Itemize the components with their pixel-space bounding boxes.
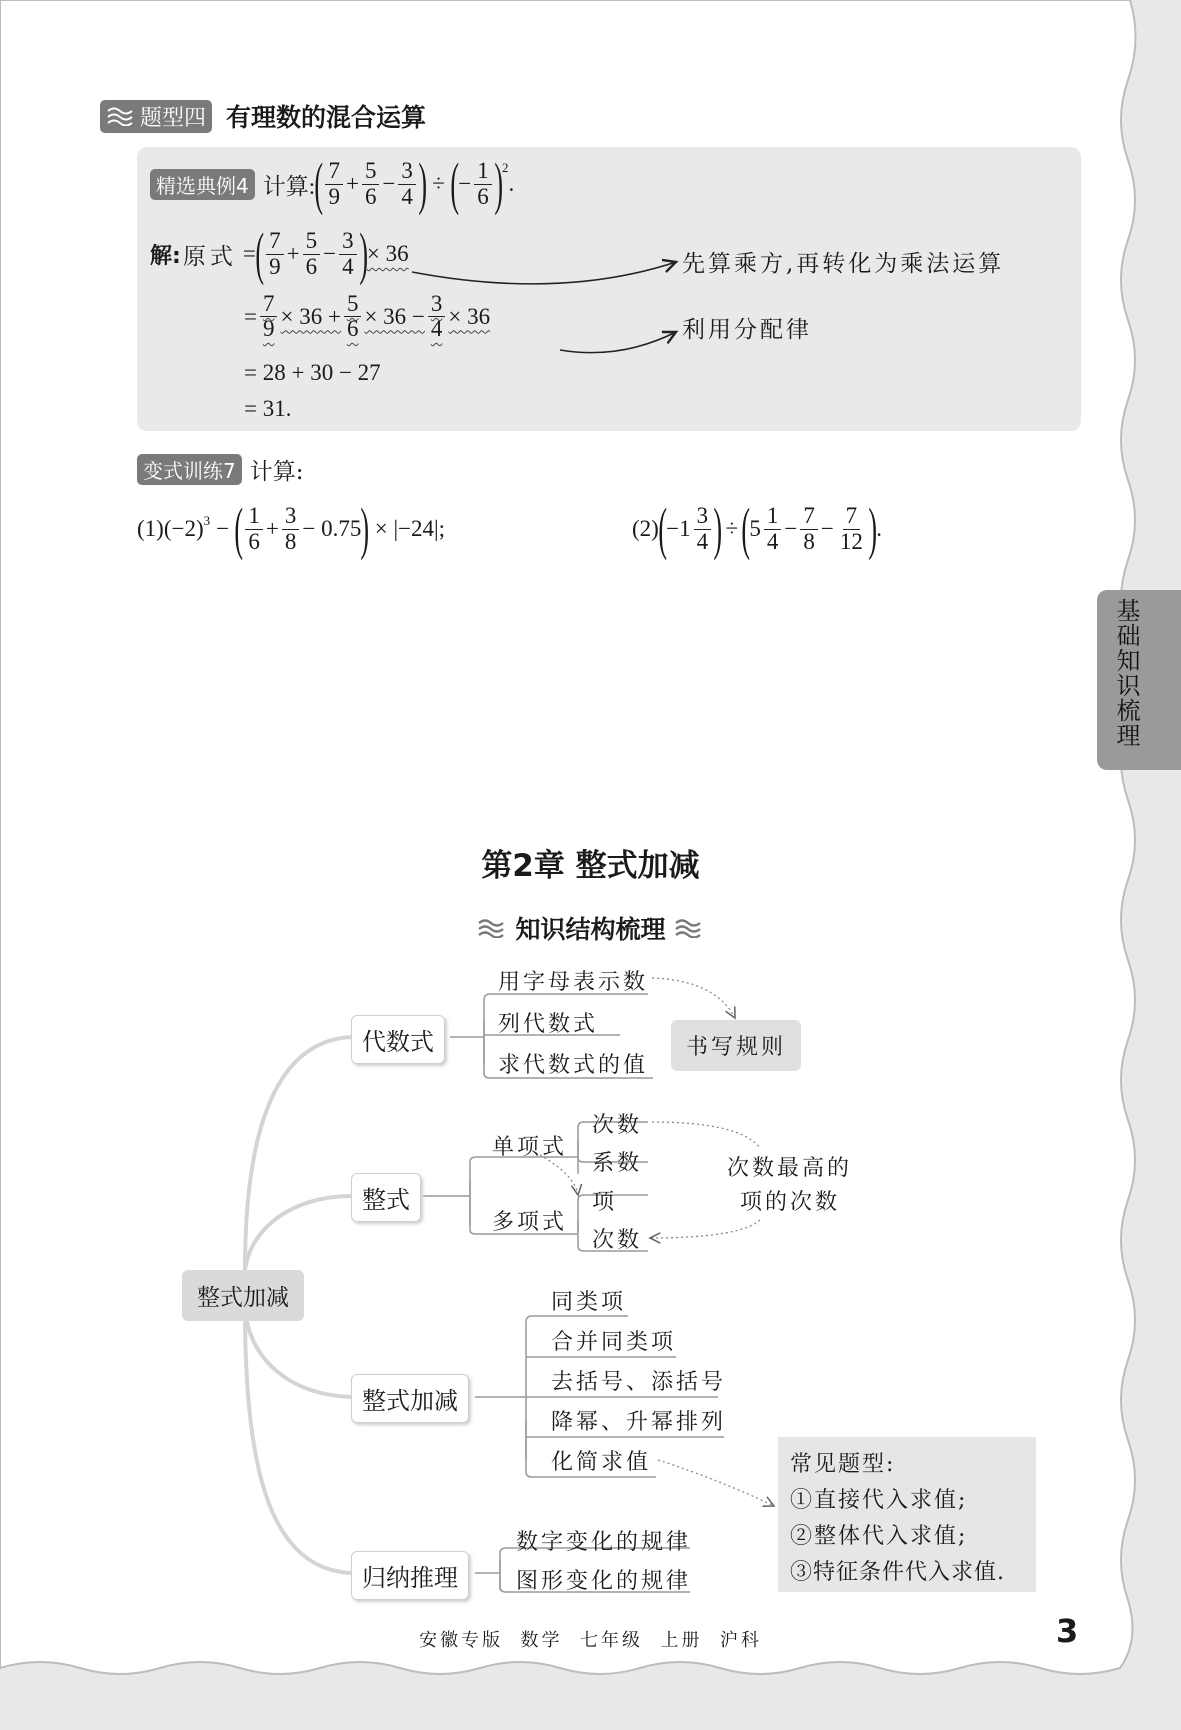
solution-line-1: 解: 原式 = ( $\frac{7}{9}$ + $\frac{5}{6}$ − $\frac{3}{4}$ ) × 36 — [150, 221, 409, 286]
p1-label: (1)(−2) — [137, 516, 204, 542]
note-writing-rules: 书写规则 — [671, 1020, 801, 1071]
leaf-write-expression: 列代数式 — [498, 1012, 599, 1037]
mindmap-root: 整式加减 — [182, 1270, 304, 1321]
practice-prompt: 计算: — [249, 459, 304, 485]
solution-label: 解: — [150, 243, 181, 269]
leaf-multinomial: 多项式 — [492, 1210, 568, 1235]
exponent: 2 — [502, 160, 509, 175]
common-types-title: 常见题型: — [790, 1452, 896, 1477]
section-tag-label: 题型四 — [140, 105, 207, 131]
node-induction: 归纳推理 — [351, 1551, 469, 1600]
example-prompt: 计算: — [262, 173, 316, 199]
fraction: $\frac{5}{6}$ — [362, 159, 380, 208]
chapter-title: 第2章 整式加减 — [481, 848, 700, 884]
leaf-ordering: 降幂、升幂排列 — [551, 1410, 727, 1435]
times-36: × 36 — [366, 241, 409, 267]
common-type-2: ②整体代入求值; — [790, 1524, 968, 1549]
example-tag: 精选典例4 — [150, 169, 255, 200]
leaf-combine-like-terms: 合并同类项 — [551, 1330, 677, 1355]
annotation-2: 利用分配律 — [682, 317, 812, 343]
leaf-brackets: 去括号、添括号 — [551, 1370, 727, 1395]
leaf-coefficient: 系数 — [592, 1151, 643, 1176]
side-tab-label: 基础知识梳理 — [1112, 598, 1140, 748]
fraction: $\frac{7}{9}$ — [325, 159, 343, 208]
note-degree-line2: 项的次数 — [740, 1190, 841, 1215]
leaf-monomial: 单项式 — [492, 1135, 568, 1160]
leaf-term: 项 — [592, 1190, 618, 1215]
leaf-number-patterns: 数字变化的规律 — [516, 1530, 692, 1555]
leaf-simplify-evaluate: 化简求值 — [551, 1450, 652, 1475]
leaf-letters-represent-numbers: 用字母表示数 — [498, 970, 649, 995]
node-addition-subtraction: 整式加减 — [351, 1374, 469, 1423]
page-number: 3 — [1056, 1612, 1079, 1650]
practice-tag: 变式训练7 — [137, 454, 242, 485]
leaf-monomial-degree: 次数 — [592, 1113, 643, 1138]
solution-line-3: = 28 + 30 − 27 — [244, 360, 381, 385]
section-title: 有理数的混合运算 — [226, 103, 427, 132]
fraction: $\frac{3}{4}$ — [398, 159, 416, 208]
example-problem: 精选典例4 计算: ( $\frac{7}{9}$ + $\frac{5}{6}$ − $\frac{3}{4}$ ) ÷ ( − $\frac{1}{6}$ ) $^2$ . — [150, 158, 514, 210]
leaf-like-terms: 同类项 — [551, 1290, 627, 1315]
practice-problem-2: (2) ( −1 $\frac{3}{4}$ ) ÷ ( 5 $\frac{1}{4}$ − $\frac{7}{8}$ − $\frac{7}{12}$ ) . — [632, 496, 882, 561]
common-types-box — [778, 1437, 1036, 1592]
footer-text: 安徽专版 数学 七年级 上册 沪科 — [419, 1630, 762, 1651]
solution-line-2: = $\frac{7}{9}$ × 36 + $\frac{5}{6}$ × 36 − $\frac{3}{4}$ × 36 — [244, 291, 491, 342]
chapter-subtitle: 知识结构梳理 — [515, 915, 666, 944]
common-type-1: ①直接代入求值; — [790, 1488, 968, 1513]
solution-line-4: = 31. — [244, 396, 292, 421]
leaf-polynomial-degree: 次数 — [592, 1228, 643, 1253]
node-algebraic-expression: 代数式 — [351, 1015, 445, 1064]
practice-problem-1: (1)(−2) $^3$ − ( $\frac{1}{6}$ + $\frac{3}{8}$ − 0.75 ) × |−24|; — [137, 496, 446, 561]
fraction: $\frac{1}{6}$ — [474, 159, 492, 208]
annotation-1: 先算乘方,再转化为乘法运算 — [682, 251, 1005, 277]
original-label: 原式 — [182, 243, 237, 269]
leaf-evaluate-expression: 求代数式的值 — [498, 1053, 649, 1078]
node-polynomial: 整式 — [351, 1173, 421, 1222]
note-degree-line1: 次数最高的 — [727, 1156, 853, 1181]
leaf-shape-patterns: 图形变化的规律 — [516, 1569, 692, 1594]
common-type-3: ③特征条件代入求值. — [790, 1560, 1005, 1585]
